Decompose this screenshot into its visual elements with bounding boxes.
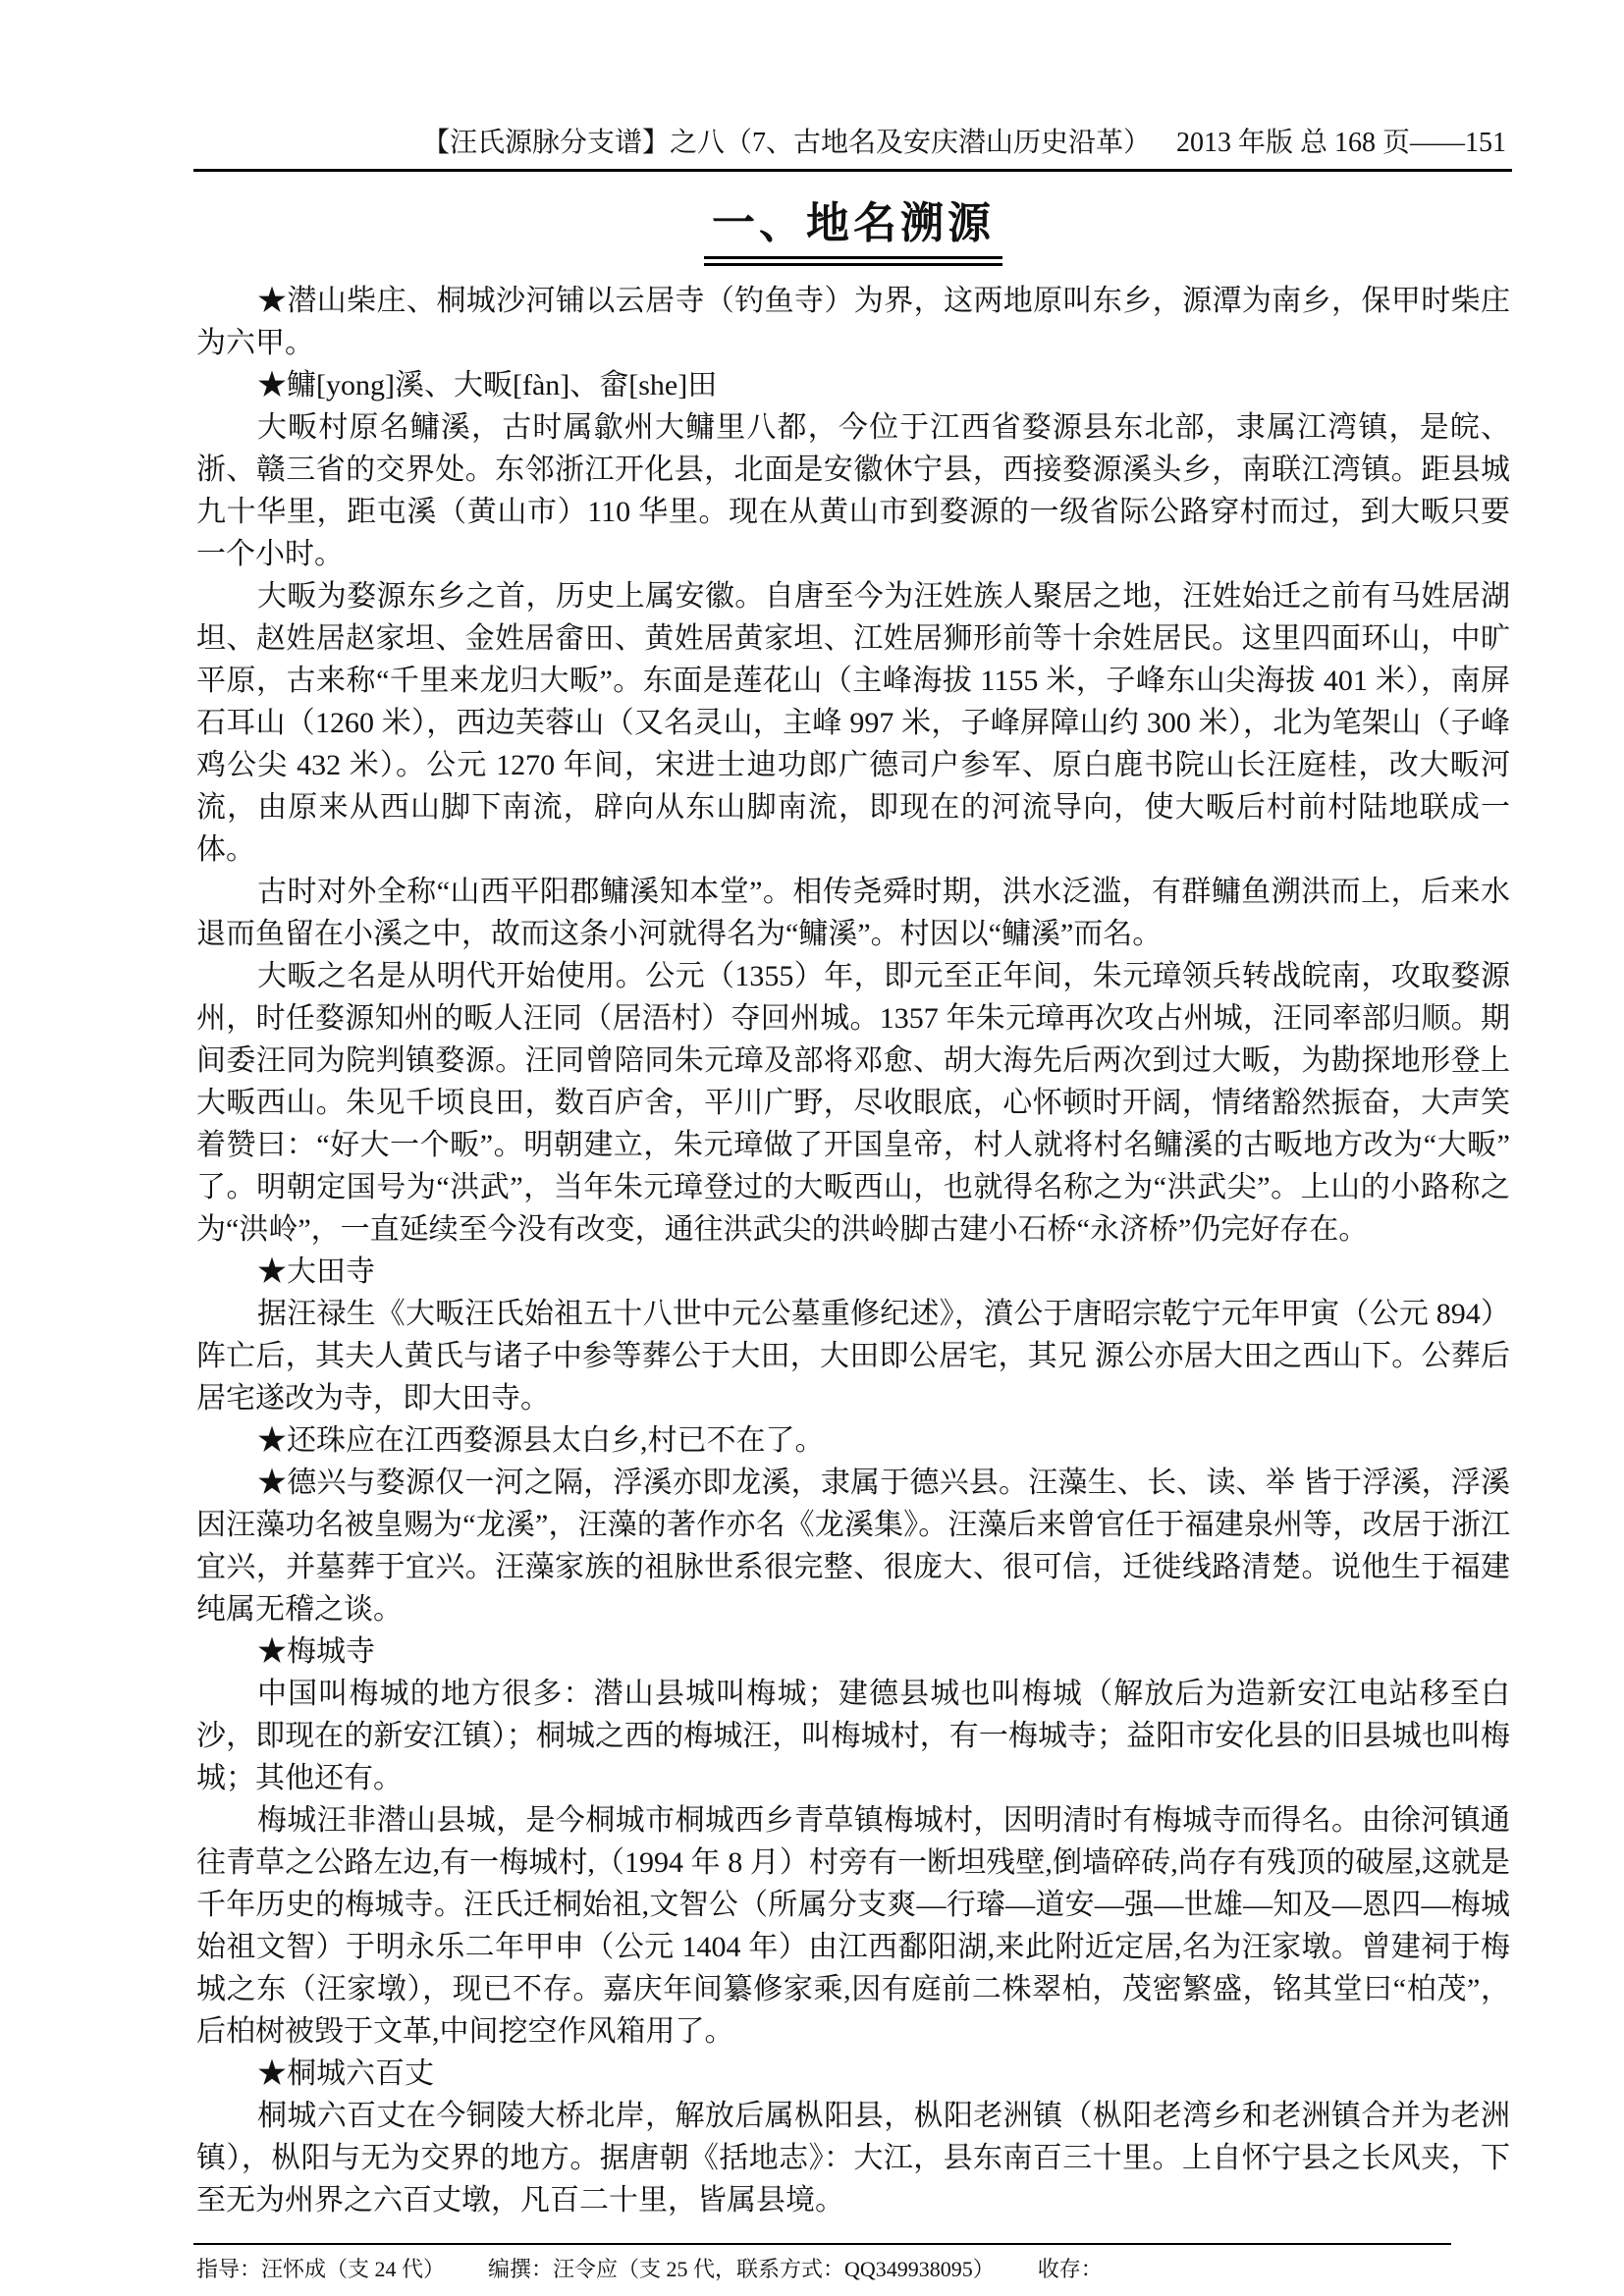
paragraph-bullet-meichengsi-heading: ★梅城寺 [257, 1635, 375, 1668]
paragraph-bullet-dexing: ★德兴与婺源仅一河之隔，浮溪亦即龙溪，隶属于德兴县。汪藻生、长、读、举 皆于浮溪，浮溪因汪藻功名被皇赐为“龙溪”，汪藻的著作亦名《龙溪集》。汪藻后来曾官任于福建泉州等，改居于浙江宜兴，并墓葬于宜兴。汪藻家族的祖脉世系很完整、很庞大、很可信，迁徙线路清楚。说他生于福建纯属无稽之谈。 [196, 1467, 1510, 1626]
paragraph-bullet-chaizhuang: ★潜山柴庄、桐城沙河铺以云居寺（钓鱼寺）为界，这两地原叫东乡，源潭为南乡，保甲时柴庄为六甲。 [196, 285, 1510, 359]
paragraph-bullet-yongxi-heading: ★鳙[yong]溪、大畈[fàn]、畲[she]田 [257, 369, 718, 401]
paragraph-bullet-datiansi-heading: ★大田寺 [257, 1255, 375, 1288]
header-edition-page: 2013 年版 总 168 页——151 [1175, 128, 1506, 158]
paragraph-bullet-huanzhu: ★还珠应在江西婺源县太白乡,村已不在了。 [257, 1424, 825, 1457]
page-title: 一、地名溯源 [704, 187, 1002, 266]
document-body [196, 280, 1510, 2221]
paragraph-liubaizhang-text: 桐城六百丈在今铜陵大桥北岸，解放后属枞阳县，枞阳老洲镇（枞阳老湾乡和老洲镇合并为老洲镇），枞阳与无为交界的地方。据唐朝《括地志》：大江，县东南百三十里。上自怀宁县之长风夹，下至无为州界之六百丈墩，凡百二十里，皆属县境。 [196, 2100, 1510, 2216]
page-footer [196, 2255, 1510, 2284]
title-wrap [196, 187, 1510, 266]
paragraph-dafan-name-origin: 大畈之名是从明代开始使用。公元（1355）年，即元至正年间，朱元璋领兵转战皖南，攻取婺源州，时任婺源知州的畈人汪同（居浯村）夺回州城。1357 年朱元璋再次攻占州城，汪同率部归顺。期间委汪同为院判镇婺源。汪同曾陪同朱元璋及部将邓愈、胡大海先后两次到过大畈，为勘探地形登上大畈西山。朱见千顷良田，数百庐舍，平川广野，尽收眼底，心怀顿时开阔，情绪豁然振奋，大声笑着赞曰：“好大一个畈”。明朝建立，朱元璋做了开国皇帝，村人就将村名鳙溪的古畈地方改为“大畈”了。明朝定国号为“洪武”，当年朱元璋登过的大畈西山，也就得名称之为“洪武尖”。上山的小路称之为“洪岭”，一直延续至今没有改变，通往洪武尖的洪岭脚古建小石桥“永济桥”仍完好存在。 [196, 960, 1510, 1246]
paragraph-meicheng-history: 梅城汪非潜山县城，是今桐城市桐城西乡青草镇梅城村，因明清时有梅城寺而得名。由徐河镇通往青草之公路左边,有一梅城村,（1994 年 8 月）村旁有一断坦残壁,倒墙碎砖,尚存有残顶的破屋,这就是千年历史的梅城寺。汪氏迁桐始祖,文智公（所属分支爽—行璿—道安—强—世雄—知及—恩四—梅城始祖文智）于明永乐二年甲申（公元 1404 年）由江西鄱阳湖,来此附近定居,名为汪家墩。曾建祠于梅城之东（汪家墩），现已不存。嘉庆年间纂修家乘,因有庭前二株翠柏，茂密繁盛，铭其堂曰“柏茂”，后柏树被毁于文革,中间挖空作风箱用了。 [196, 1804, 1510, 2048]
paragraph-datiansi-text: 据汪禄生《大畈汪氏始祖五十八世中元公墓重修纪述》，濆公于唐昭宗乾宁元年甲寅（公元 894）阵亡后，其夫人黄氏与诸子中参等葬公于大田，大田即公居宅，其兄 源公亦居大田之西山下。公葬后居宅遂改为寺，即大田寺。 [196, 1298, 1510, 1415]
paragraph-bullet-liubaizhang-heading: ★桐城六百丈 [257, 2057, 434, 2090]
paragraph-meicheng-places: 中国叫梅城的地方很多：潜山县城叫梅城；建德县城也叫梅城（解放后为造新安江电站移至白沙，即现在的新安江镇）；桐城之西的梅城汪，叫梅城村，有一梅城寺；益阳市安化县的旧县城也叫梅城；其他还有。 [196, 1678, 1510, 1794]
paragraph-dafan-location: 大畈村原名鳙溪，古时属歙州大鳙里八都，今位于江西省婺源县东北部，隶属江湾镇，是皖、浙、赣三省的交界处。东邻浙江开化县，北面是安徽休宁县，西接婺源溪头乡，南联江湾镇。距县城九十华里，距屯溪（黄山市）110 华里。现在从黄山市到婺源的一级省际公路穿村而过，到大畈只要一个小时。 [196, 411, 1510, 570]
header-book-title: 【汪氏源脉分支谱】之八（7、古地名及安庆潜山历史沿革） [421, 128, 1151, 158]
paragraph-dafan-history: 大畈为婺源东乡之首，历史上属安徽。自唐至今为汪姓族人聚居之地，汪姓始迁之前有马姓居湖坦、赵姓居赵家坦、金姓居畲田、黄姓居黄家坦、江姓居狮形前等十余姓居民。这里四面环山，中旷平原，古来称“千里来龙归大畈”。东面是莲花山（主峰海拔 1155 米，子峰东山尖海拔 401 米），南屏石耳山（1260 米），西边芙蓉山（又名灵山，主峰 997 米，子峰屏障山约 300 米），北为笔架山（子峰鸡公尖 432 米）。公元 1270 年间，宋进士迪功郎广德司户参军、原白鹿书院山长汪庭桂，改大畈河流，由原来从西山脚下南流，辟向从东山脚南流，即现在的河流导向，使大畈后村前村陆地联成一体。 [196, 580, 1510, 866]
footer-editor: 编撰：汪令应（支 25 代，联系方式：QQ349938095） [488, 2257, 995, 2281]
footer-rule [193, 2243, 1451, 2245]
footer-supervisor: 指导：汪怀成（支 24 代） [196, 2257, 446, 2281]
page-header [196, 126, 1506, 161]
paragraph-yongxi-legend: 古时对外全称“山西平阳郡鳙溪知本堂”。相传尧舜时期，洪水泛滥，有群鳙鱼溯洪而上，后来水退而鱼留在小溪之中，故而这条小河就得名为“鳙溪”。村因以“鳙溪”而名。 [196, 876, 1510, 950]
footer-keeper: 收存： [1037, 2257, 1103, 2281]
header-rule [193, 169, 1512, 172]
